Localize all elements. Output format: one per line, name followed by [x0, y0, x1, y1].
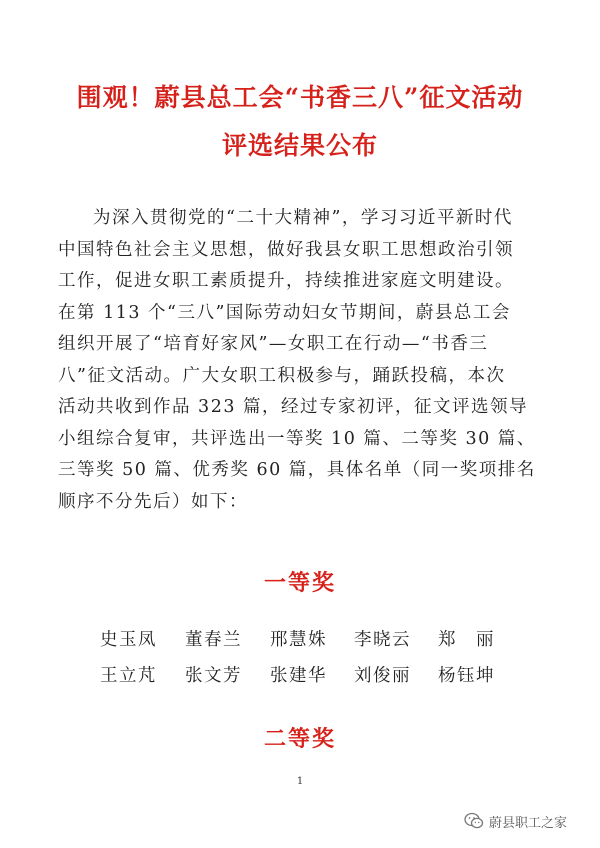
first-prize-names-row-1: [0, 626, 600, 652]
page-number: 1: [296, 776, 304, 787]
paragraph-line: 小组综合复审，共评选出一等奖 10 篇、二等奖 30 篇、: [58, 428, 536, 449]
winner-name: 张文芳: [185, 666, 242, 686]
paragraph-line: 工作，促进女职工素质提升，持续推进家庭文明建设。: [58, 271, 514, 291]
paragraph-line: 中国特色社会主义思想，做好我县女职工思想政治引领: [58, 239, 514, 260]
wechat-icon: [464, 812, 484, 830]
paragraph-line: 为深入贯彻党的“二十大精神”，学习习近平新时代: [93, 208, 513, 228]
document-title-line-1: 围观！蔚县总工会“书香三八”征文活动: [76, 83, 524, 112]
winner-name: 张建华: [270, 666, 327, 686]
document-title-line-2: 评选结果公布: [221, 131, 378, 160]
first-prize-names-row-2: [0, 662, 600, 688]
paragraph-line: 八”征文活动。广大女职工积极参与，踊跃投稿，本次: [58, 365, 506, 386]
paragraph-line: 三等奖 50 篇、优秀奖 60 篇，具体名单（同一奖项排名: [58, 460, 536, 480]
wechat-watermark: [464, 810, 567, 832]
winner-name: 董春兰: [185, 630, 242, 650]
winner-name: 邢慧姝: [270, 630, 327, 650]
winner-name: 王立芃: [100, 666, 157, 686]
paragraph-line: 组织开展了“培育好家风”—女职工在行动—“书香三: [58, 334, 489, 354]
second-prize-heading: 二等奖: [263, 726, 336, 752]
winner-name: 史玉凤: [100, 630, 157, 650]
paragraph-line: 顺序不分先后）如下：: [58, 491, 248, 512]
winner-name: 刘俊丽: [354, 666, 411, 686]
first-prize-heading: 一等奖: [263, 570, 336, 596]
winner-name: 李晓云: [354, 630, 411, 650]
paragraph-line: 活动共收到作品 323 篇，经过专家初评，征文评选领导: [58, 397, 529, 417]
watermark-text: 蔚县职工之家: [489, 815, 568, 831]
winner-name: 郑 丽: [438, 630, 495, 650]
winner-name: 杨钰坤: [438, 666, 495, 686]
paragraph-line: 在第 113 个“三八”国际劳动妇女节期间，蔚县总工会: [58, 302, 511, 323]
